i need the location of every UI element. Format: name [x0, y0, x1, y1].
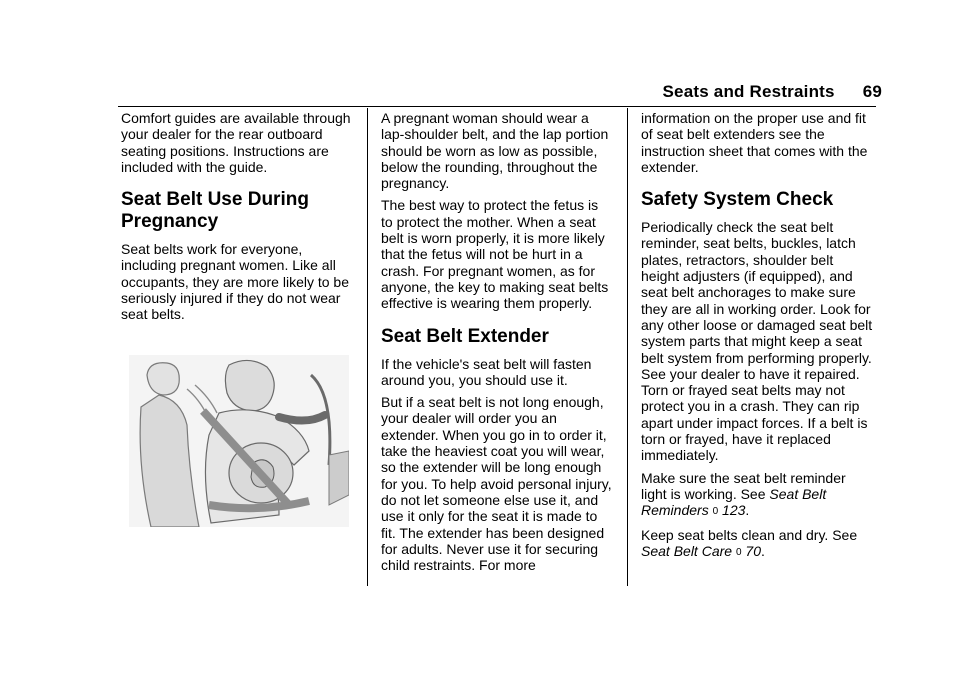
page-reference-icon: 0	[735, 546, 742, 558]
periodic-check-paragraph: Periodically check the seat belt reminder, seat belts, buckles, latch plates, retractors, shoulder belt height adjusters (if equipped), and seat belt anchorages to make sure they are all in working order. Look for any other loose or damaged seat belt system parts that might keep a seat belt system from performing properly. See your dealer to have it repaired. Torn or frayed seat belts may not protect you in a crash. They can rip apart under impact forces. If a belt is torn or frayed, have it replaced immediately.	[641, 219, 873, 464]
reminder-light-paragraph	[641, 470, 873, 521]
extender-details-paragraph: But if a seat belt is not long enough, your dealer will order you an extender. When you go in to order it, take the heaviest coat you will wear, so the extender will be long enough for you. To help avoid personal injury, do not let someone else use it, and use it only for the seat it is made to fit. The extender has been designed for adults. Never use it for securing child restraints. For more	[381, 394, 612, 574]
pregnant-woman-seat-belt-illustration	[129, 355, 349, 527]
reminders-page-ref[interactable]: 123	[722, 502, 746, 519]
reminder-text: Make sure the seat belt reminder light is working. See	[641, 469, 846, 502]
page-number: 69	[862, 82, 882, 101]
column-3	[641, 110, 873, 567]
pregnancy-intro-paragraph: Seat belts work for everyone, including pregnant women. Like all occupants, they are more likely to be seriously injured if they do not wear seat belts.	[121, 241, 350, 323]
heading-safety-system-check: Safety System Check	[641, 189, 834, 211]
seat-belt-care-link[interactable]: Seat Belt Care	[641, 542, 733, 559]
comfort-guides-paragraph: Comfort guides are available through your dealer for the rear outboard seating positions. Instructions are included with the guide.	[121, 110, 351, 175]
page-header	[663, 82, 883, 102]
protect-fetus-paragraph: The best way to protect the fetus is to protect the mother. When a seat belt is worn properly, it is more likely that the fetus will not be hurt in a crash. For pregnant women, as for anyone, the key to making seat belts effective is wearing them properly.	[381, 197, 609, 312]
page-reference-icon: 0	[712, 506, 719, 518]
clean-dry-paragraph	[641, 527, 873, 562]
column-divider-2	[627, 108, 628, 586]
column-divider-1	[367, 108, 368, 586]
extender-intro-paragraph: If the vehicle's seat belt will fasten around you, you should use it.	[381, 355, 592, 388]
reminder-period: .	[745, 502, 750, 519]
care-period: .	[760, 542, 765, 559]
column-2	[381, 110, 613, 579]
heading-seat-belt-pregnancy: Seat Belt Use During Pregnancy	[121, 189, 309, 233]
section-title: Seats and Restraints	[662, 82, 835, 101]
clean-dry-text: Keep seat belts clean and dry. See	[641, 526, 858, 543]
header-rule	[118, 106, 876, 107]
seat-belt-reminders-link[interactable]: Seat Belt Reminders	[641, 485, 827, 519]
lap-shoulder-paragraph: A pregnant woman should wear a lap-shoulder belt, and the lap portion should be worn as low as possible, below the rounding, throughout the pregnancy.	[381, 110, 609, 192]
care-page-ref[interactable]: 70	[745, 542, 761, 559]
extender-instruction-paragraph: information on the proper use and fit of seat belt extenders see the instruction sheet that comes with the extender.	[641, 110, 868, 175]
column-1	[121, 110, 353, 527]
heading-seat-belt-extender: Seat Belt Extender	[381, 325, 549, 347]
